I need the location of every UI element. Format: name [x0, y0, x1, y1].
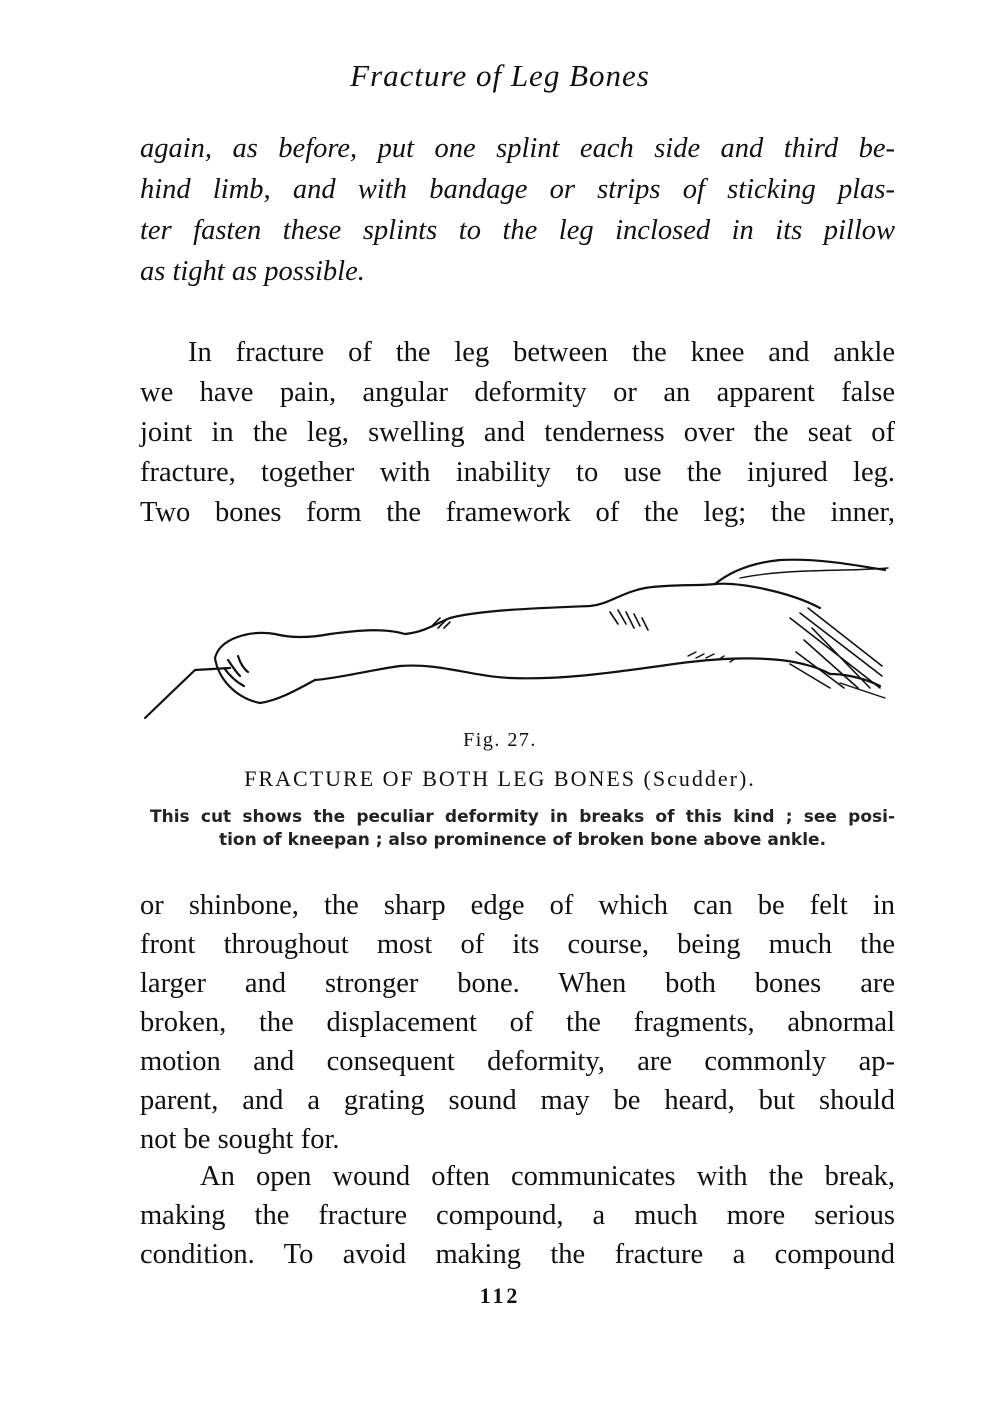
- text-line: not be sought for.: [140, 1124, 340, 1155]
- text-line: An open wound often communicates with the break,: [200, 1161, 895, 1192]
- text-line: as tight as possible.: [140, 256, 365, 287]
- paragraph-continued: [140, 128, 895, 292]
- thigh-lower-contour: [830, 674, 880, 686]
- foot-outline: [215, 633, 330, 658]
- paragraph-open-wound: [140, 1157, 895, 1274]
- text-line: ter fasten these splints to the leg inclosed in its pillow: [140, 215, 895, 246]
- surface-line: [145, 668, 230, 718]
- figure-caption: [150, 806, 895, 852]
- text-line: parent, and a grating sound may be heard, but should: [140, 1085, 895, 1116]
- kneepan-hatching: [610, 610, 648, 630]
- leg-upper-contour: [330, 584, 715, 634]
- text-line: Two bones form the framework of the leg; the inner,: [140, 497, 895, 528]
- running-head: Fracture of Leg Bones: [350, 58, 650, 93]
- text-line: we have pain, angular deformity or an apparent false: [140, 377, 895, 408]
- text-line: or shinbone, the sharp edge of which can be felt in: [140, 890, 895, 921]
- toe-lines: [224, 656, 248, 686]
- figure-title: FRACTURE OF BOTH LEG BONES (Scudder).: [244, 766, 756, 791]
- text-line: fracture, together with inability to use the injured leg.: [140, 457, 895, 488]
- page-number: 112: [479, 1283, 521, 1308]
- text-line: motion and consequent deformity, are commonly ap-: [140, 1046, 895, 1077]
- paragraph-leg-fracture-signs: [140, 333, 895, 533]
- text-line: front throughout most of its course, being much the: [140, 929, 895, 960]
- text-line: broken, the displacement of the fragments, abnormal: [140, 1007, 895, 1038]
- trailing-stroke: [740, 568, 888, 578]
- text-line: hind limb, and with bandage or strips of sticking plas-: [140, 174, 895, 205]
- text-line: condition. To avoid making the fracture a compound: [140, 1239, 895, 1270]
- caption-line: tion of kneepan ; also prominence of broken bone above ankle.: [218, 830, 827, 850]
- thigh-top-line: [715, 584, 820, 608]
- paragraph-shinbone: [140, 886, 895, 1159]
- leg-lower-contour: [315, 658, 830, 680]
- text-line: larger and stronger bone. When both bones are: [140, 968, 895, 999]
- leg-fracture-illustration: [140, 548, 900, 728]
- text-line: joint in the leg, swelling and tenderness over the seat of: [140, 417, 895, 448]
- shadow-hatching: [790, 608, 882, 688]
- caption-line: This cut shows the peculiar deformity in breaks of this kind ; see posi-: [150, 807, 895, 827]
- text-line: making the fracture compound, a much more serious: [140, 1200, 895, 1231]
- text-line: again, as before, put one splint each side and third be-: [140, 133, 895, 164]
- text-line: In fracture of the leg between the knee and ankle: [188, 337, 895, 368]
- figure-label: Fig. 27.: [463, 729, 537, 751]
